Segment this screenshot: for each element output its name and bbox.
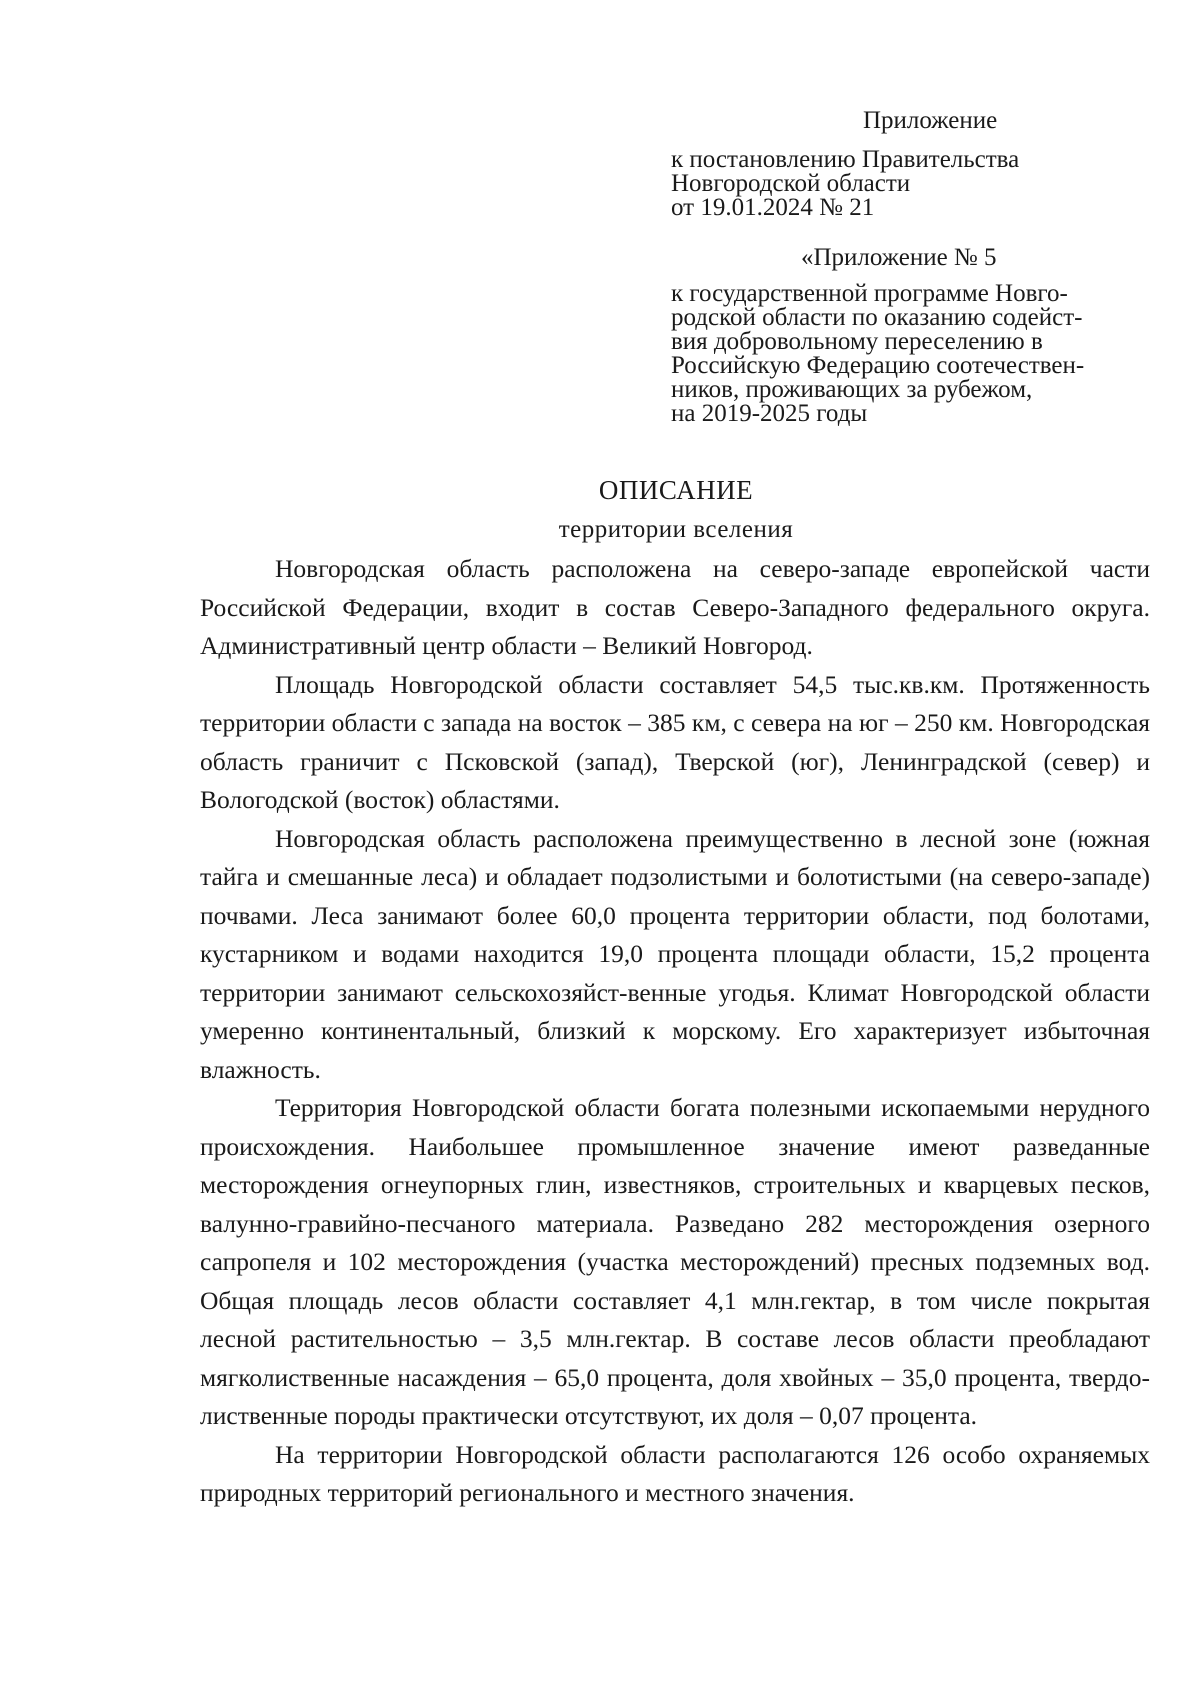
attachment-line: к постановлению Правительства [671, 146, 1020, 173]
paragraph: Территория Новгородской области богата полезными ископаемыми нерудного происхождения. Наибольшее промышленное значение имеют разведанные месторождения огнеупорных глин, известняков, строительных и кварцевых песков, валунно-гравийно-песчаного материала. Разведано 282 месторождения озерного сапропеля и 102 месторождения (участка месторождений) пресных подземных вод. Общая площадь лесов области составляет 4,1 млн.гектар, в том числе покрытая лесной растительностью – 3,5 млн.гектар. В составе лесов области преобладают мягколиственные насаждения – 65,0 процента, доля хвойных – 35,0 процента, твердо-лиственные породы практически отсутствуют, их доля – 0,07 процента. [200, 1093, 1150, 1430]
paragraph: На территории Новгородской области располагаются 126 особо охраняемых природных территорий регионального и местного значения. [200, 1439, 1150, 1507]
appendix-line: ников, проживающих за рубежом, [671, 376, 1033, 403]
appendix-reference [671, 282, 1151, 426]
appendix-line: вия добровольному переселению в [671, 328, 1043, 355]
appendix-line: родской области по оказанию содейст- [671, 304, 1083, 331]
document-subheading: территории вселения [558, 516, 794, 543]
appendix-line: Российскую Федерацию соотечествен- [671, 352, 1085, 379]
paragraph: Новгородская область расположена преимущественно в лесной зоне (южная тайга и смешанные леса) и обладает подзолистыми и болотистыми (на северо-западе) почвами. Леса занимают более 60,0 процента территории области, под болотами, кустарником и водами находится 19,0 процента площади области, 15,2 процента территории занимают сельскохозяйст-венные угодья. Климат Новгородской области умеренно континентальный, близкий к морскому. Его характеризует избыточная влажность. [200, 823, 1150, 1084]
paragraph: Площадь Новгородской области составляет 54,5 тыс.кв.км. Протяженность территории области с запада на восток – 385 км, с севера на юг – 250 км. Новгородская область граничит с Псковской (запад), Тверской (юг), Ленинградской (север) и Вологодской (восток) областями. [200, 669, 1150, 814]
appendix-title: «Приложение № 5 [801, 244, 997, 271]
paragraph: Новгородская область расположена на северо-западе европейской части Российской Федерации, входит в состав Северо-Западного федерального округа. Административный центр области – Великий Новгород. [200, 554, 1150, 660]
appendix-line: на 2019-2025 годы [671, 400, 868, 427]
document-body [200, 550, 1150, 1513]
attachment-line: от 19.01.2024 № 21 [671, 194, 875, 221]
attachment-line: Новгородской области [671, 170, 911, 197]
attachment-title: Приложение [863, 107, 998, 134]
document-heading: ОПИСАНИЕ [598, 475, 754, 505]
appendix-line: к государственной программе Новго- [671, 280, 1068, 307]
attachment-reference [671, 148, 1151, 220]
